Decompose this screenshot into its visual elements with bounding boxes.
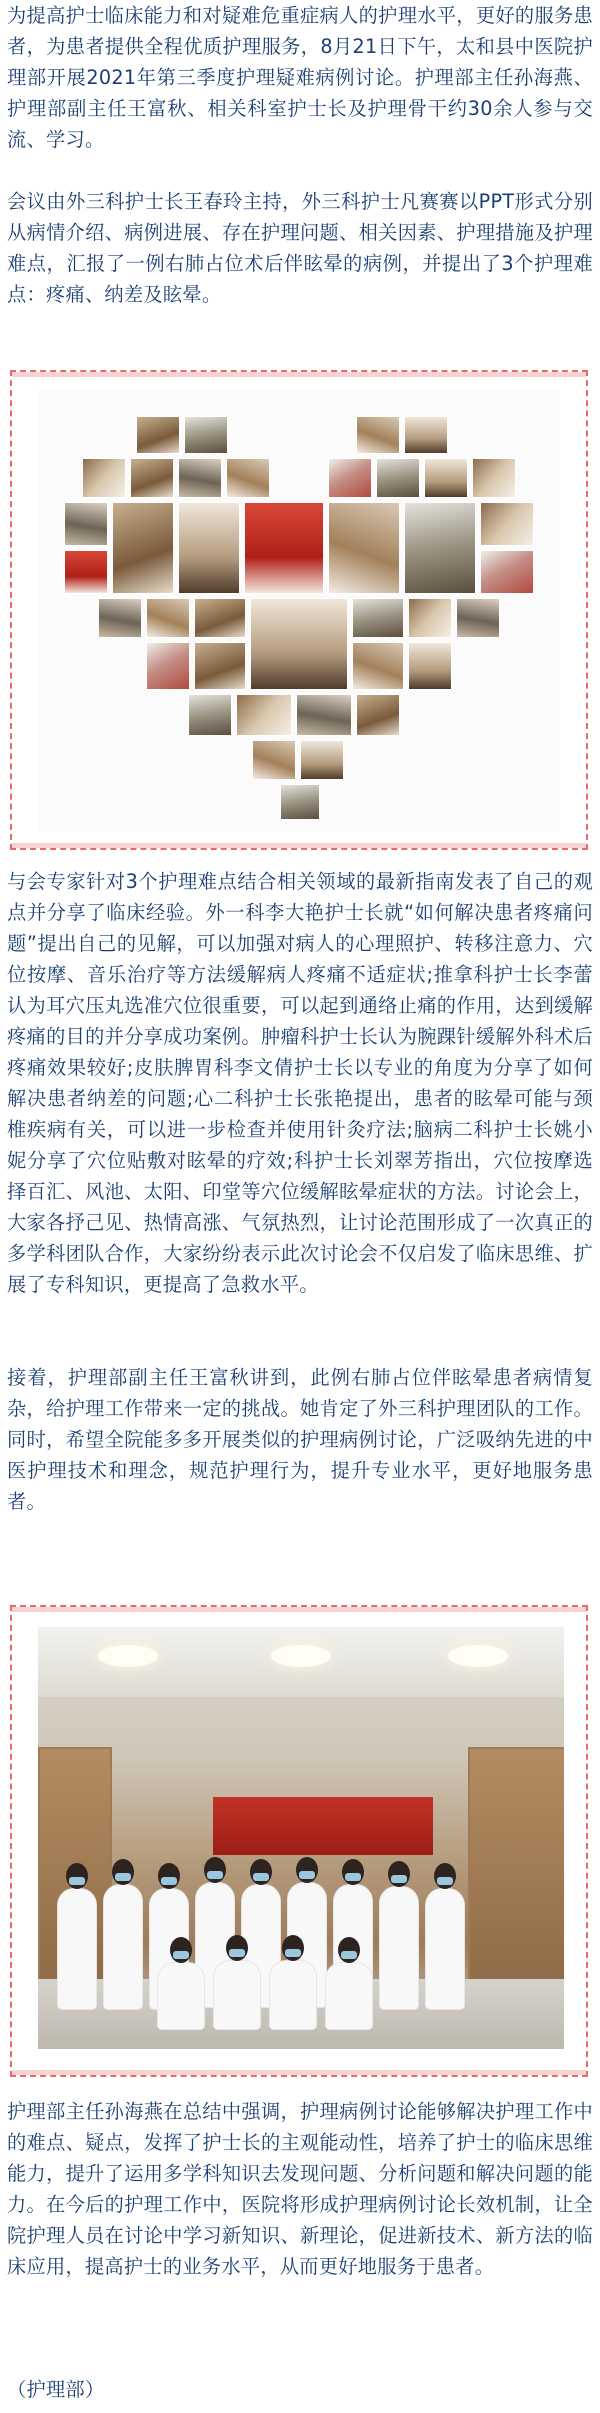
collage-photo: [178, 458, 222, 498]
collage-photo: [424, 458, 468, 498]
collage-photo: [252, 740, 296, 780]
frame-band-top: [12, 372, 586, 377]
nurse-figure: [270, 1961, 316, 2029]
collage-photo: [352, 642, 404, 690]
photo-wall-panel: [468, 1747, 564, 1991]
comment-paragraph: 接着，护理部副主任王富秋讲到，此例右肺占位伴眩晕患者病情复杂，给护理工作带来一定的挑战。她肯定了外三科护理团队的工作。同时，希望全院能多多开展类似的护理病例讨论，广泛吸纳先进的中医护理技术和理念，规范护理行为，提升专业水平，更好地服务患者。: [7, 1366, 593, 1513]
frame-band-bottom: [12, 2070, 586, 2075]
collage-photo: [356, 416, 400, 454]
photo-lamp: [271, 1645, 331, 1667]
collage-photo: [146, 642, 190, 690]
collage-photo: [296, 694, 352, 736]
nurse-figure: [158, 1963, 204, 2029]
collage-photo: [64, 550, 108, 594]
intro-paragraph: 为提高护士临床能力和对疑难危重症病人的护理水平，更好的服务患者，为患者提供全程优质护理服务，8月21日下午，太和县中医院护理部开展2021年第三季度护理疑难病例讨论。护理部主任孙海燕、护理部副主任王富秋、相关科室护士长及护理骨干约30余人参与交流、学习。: [7, 4, 593, 151]
meeting-paragraph: 会议由外三科护士长王春玲主持，外三科护士凡赛赛以PPT形式分别从病情介绍、病例进展、存在护理问题、相关因素、护理措施及护理难点，汇报了一例右肺占位术后伴眩晕的病例，并提出了3个护理难点：疼痛、纳差及眩晕。: [7, 190, 593, 306]
photo-lamp: [98, 1645, 158, 1667]
collage-photo: [300, 740, 344, 780]
collage-photo: [136, 416, 180, 454]
nurse-figure: [214, 1961, 260, 2029]
collage-photo: [64, 502, 108, 546]
collage-photo: [352, 598, 404, 638]
nurse-figure: [326, 1963, 372, 2029]
frame-band-top: [12, 1607, 586, 1612]
collage-photo: [328, 502, 400, 594]
collage-photo: [188, 694, 232, 736]
collage-photo: [472, 458, 516, 498]
photo-lamp: [448, 1645, 508, 1667]
frame-band-bottom: [12, 843, 586, 848]
collage-photo: [112, 502, 174, 594]
signature: （护理部）: [7, 2378, 105, 2401]
group-photo: [38, 1627, 564, 2049]
nurse-figure: [58, 1889, 96, 2009]
nurse-figure: [380, 1887, 418, 2009]
nurse-figure: [104, 1885, 142, 2009]
collage-photo: [226, 458, 270, 498]
collage-photo: [456, 598, 500, 638]
collage-photo: [250, 598, 348, 690]
collage-photo: [404, 502, 476, 594]
collage-photo: [408, 598, 452, 638]
discussion-paragraph: 与会专家针对3个护理难点结合相关领域的最新指南发表了自己的观点并分享了临床经验。外一科李大艳护士长就“如何解决患者疼痛问题”提出自己的见解，可以加强对病人的心理照护、转移注意力、穴位按摩、音乐治疗等方法缓解病人疼痛不适症状;推拿科护士长李蕾认为耳穴压丸选准穴位很重要，可以起到通络止痛的作用，达到缓解疼痛的目的并分享成功案例。肿瘤科护士长认为腕踝针缓解外科术后疼痛效果较好;皮肤脾胃科李文倩护士长以专业的角度为分享了如何解决患者纳差的问题;心二科护士长张艳提出，患者的眩晕可能与颈椎疾病有关，可以进一步检查并使用针灸疗法;脑病二科护士长姚小妮分享了穴位贴敷对眩晕的疗效;科护士长刘翠芳指出，穴位按摩选择百汇、风池、太阳、印堂等穴位缓解眩晕症状的方法。讨论会上，大家各抒己见、热情高涨、气氛热烈，让讨论范围形成了一次真正的多学科团队合作，大家纷纷表示此次讨论会不仅启发了临床思维、扩展了专科知识，更提高了急救水平。: [7, 870, 593, 1296]
collage-photo: [236, 694, 292, 736]
collage-photo: [280, 784, 320, 820]
collage-photo: [480, 502, 534, 546]
collage-photo: [146, 598, 190, 638]
heart-photo-collage: [38, 390, 560, 832]
photo-collage-frame: [10, 370, 588, 850]
collage-photo: [178, 502, 240, 594]
nurse-figure: [426, 1889, 464, 2009]
collage-photo: [184, 416, 228, 454]
collage-photo: [194, 598, 246, 638]
collage-photo: [404, 416, 448, 454]
collage-photo: [82, 458, 126, 498]
collage-photo: [480, 550, 534, 594]
group-photo-frame: [10, 1605, 588, 2077]
collage-photo: [194, 642, 246, 690]
collage-photo: [244, 502, 324, 594]
collage-photo: [356, 694, 400, 736]
collage-photo: [376, 458, 420, 498]
collage-photo: [328, 458, 372, 498]
summary-paragraph: 护理部主任孙海燕在总结中强调，护理病例讨论能够解决护理工作中的难点、疑点，发挥了护士长的主观能动性，培养了护士的临床思维能力，提升了运用多学科知识去发现问题、分析问题和解决问题的能力。在今后的护理工作中，医院将形成护理病例讨论长效机制，让全院护理人员在讨论中学习新知识、新理论，促进新技术、新方法的临床应用，提高护士的业务水平，从而更好地服务于患者。: [7, 2100, 593, 2278]
collage-photo: [98, 598, 142, 638]
collage-photo: [408, 642, 452, 690]
collage-photo: [130, 458, 174, 498]
photo-banner: [213, 1797, 433, 1855]
